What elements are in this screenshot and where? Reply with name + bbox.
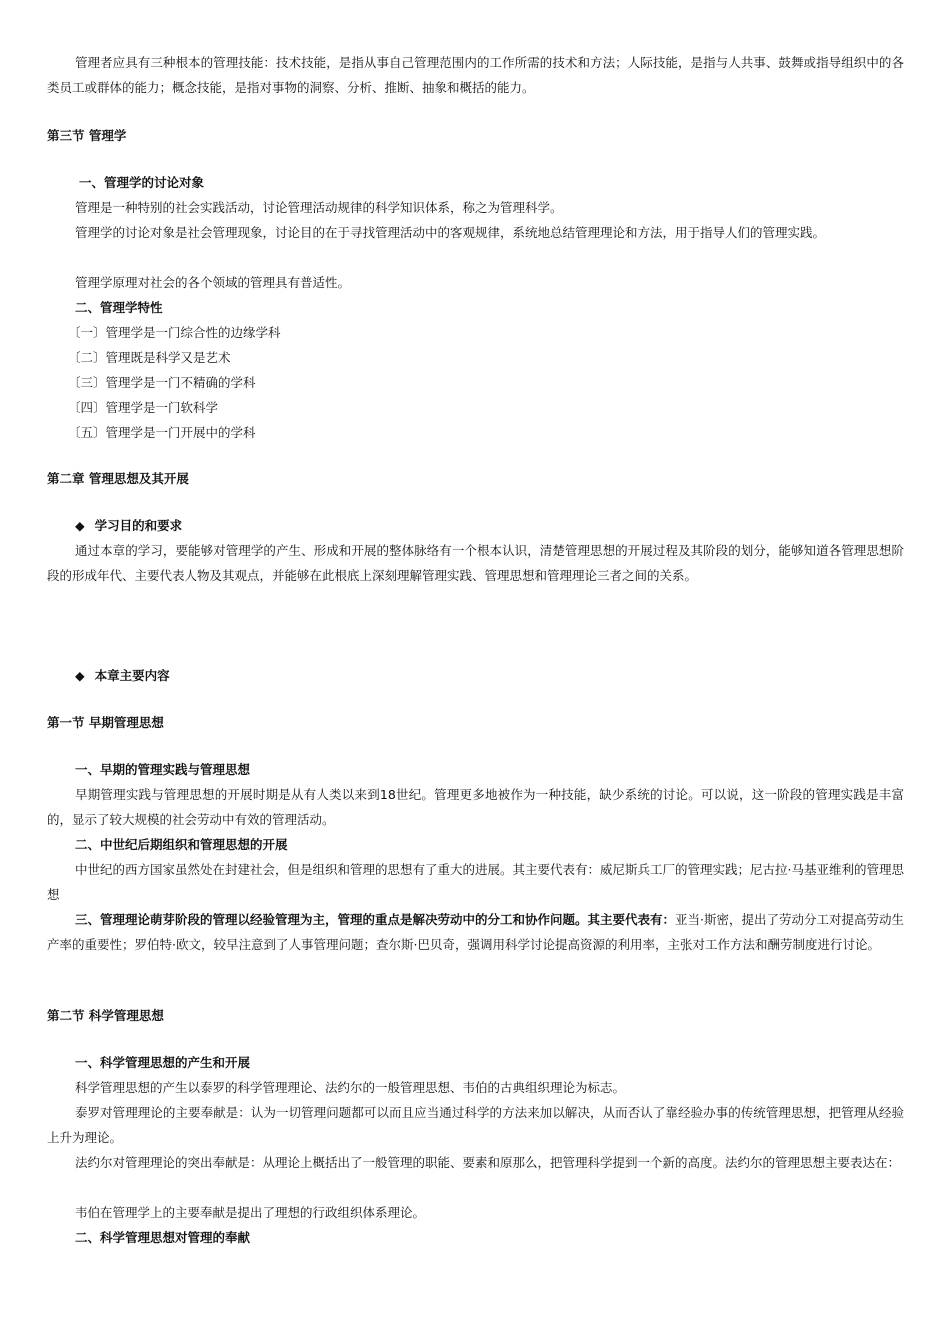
paragraph-weber: 韦伯在管理学上的主要奉献是提出了理想的行政组织体系理论。: [75, 1205, 426, 1220]
diamond-bullet-icon: ◆: [75, 668, 85, 683]
subheading-early-practice: 一、早期的管理实践与管理思想: [75, 762, 251, 777]
paragraph-universality: 管理学原理对社会的各个领域的管理具有普适性。: [75, 275, 351, 290]
section-heading-management-science: 第三节 管理学: [47, 128, 127, 143]
bullet-heading-label: 本章主要内容: [94, 668, 170, 683]
list-item: 〔一〕管理学是一门综合性的边缘学科: [68, 325, 281, 340]
section-heading-early-thought: 第一节 早期管理思想: [47, 715, 164, 730]
section-heading-scientific-management: 第二节 科学管理思想: [47, 1008, 164, 1023]
bullet-heading-label: 学习目的和要求: [94, 518, 183, 533]
list-item: 〔二〕管理既是科学又是艺术: [68, 350, 231, 365]
paragraph-origin: 科学管理思想的产生以泰罗的科学管理理论、法约尔的一般管理思想、韦伯的古典组织理论为标志。: [75, 1080, 626, 1095]
chapter-heading-management-thought: 第二章 管理思想及其开展: [47, 471, 189, 486]
paragraph-objectives: 通过本章的学习，要能够对管理学的产生、形成和开展的整体脉络有一个根本认识，清楚管理思想的开展过程及其阶段的划分，能够知道各管理思想阶段的形成年代、主要代表人物及其观点，并能够在此根底上深刻理解管理实践、管理思想和管理理论三者之间的关系。: [47, 543, 904, 583]
list-item: 〔五〕管理学是一门开展中的学科: [68, 425, 256, 440]
list-item: 〔三〕管理学是一门不精确的学科: [68, 375, 256, 390]
subheading-medieval: 二、中世纪后期组织和管理思想的开展: [75, 837, 288, 852]
subheading-research-object: 一、管理学的讨论对象: [79, 175, 205, 190]
subheading-origin: 一、科学管理思想的产生和开展: [75, 1055, 251, 1070]
paragraph-medieval: 中世纪的西方国家虽然处在封建社会，但是组织和管理的思想有了重大的进展。其主要代表有：威尼斯兵工厂的管理实践；尼古拉·马基亚维利的管理思想: [47, 862, 904, 902]
list-item: 〔四〕管理学是一门软科学: [68, 400, 219, 415]
paragraph-management-skills: 管理者应具有三种根本的管理技能：技术技能，是指从事自己管理范围内的工作所需的技术和方法；人际技能，是指与人共事、鼓舞或指导组织中的各类员工或群体的能力；概念技能，是指对事物的洞察、分析、推断、抽象和概括的能力。: [47, 55, 904, 95]
bullet-heading-objectives: [75, 513, 904, 538]
subheading-characteristics: 二、管理学特性: [75, 300, 163, 315]
paragraph-taylor: 泰罗对管理理论的主要奉献是：认为一切管理问题都可以而且应当通过科学的方法来加以解决，从而否认了靠经验办事的传统管理思想，把管理从经验上升为理论。: [47, 1105, 904, 1145]
paragraph-fayol: 法约尔对管理理论的突出奉献是：从理论上概括出了一般管理的职能、要素和原那么，把管理科学提到一个新的高度。法约尔的管理思想主要表达在：: [75, 1155, 901, 1170]
subheading-contribution: 二、科学管理思想对管理的奉献: [75, 1230, 251, 1245]
paragraph-research-object: 管理学的讨论对象是社会管理现象，讨论目的在于寻找管理活动中的客观规律，系统地总结管理理论和方法，用于指导人们的管理实践。: [75, 225, 826, 240]
bullet-heading-main-content: [75, 663, 904, 688]
paragraph-sprout-stage: [47, 907, 904, 957]
sprout-stage-text: 亚当·斯密，提出了劳动分工对提高劳动生产率的重要性；罗伯特·欧文，较早注意到了人事管理问题；查尔斯·巴贝奇，强调用科学讨论提高资源的利用率，主张对工作方法和酬劳制度进行讨论。: [47, 912, 904, 952]
paragraph-early-practice: 早期管理实践与管理思想的开展时期是从有人类以来到18世纪。管理更多地被作为一种技能，缺少系统的讨论。可以说，这一阶段的管理实践是丰富的，显示了较大规模的社会劳动中有效的管理活动。: [47, 787, 904, 827]
paragraph-definition: 管理是一种特别的社会实践活动，讨论管理活动规律的科学知识体系，称之为管理科学。: [75, 200, 563, 215]
diamond-bullet-icon: ◆: [75, 518, 85, 533]
sprout-stage-bold-text: 三、管理理论萌芽阶段的管理以经验管理为主，管理的重点是解决劳动中的分工和协作问题。其主要代表有：: [75, 912, 676, 927]
